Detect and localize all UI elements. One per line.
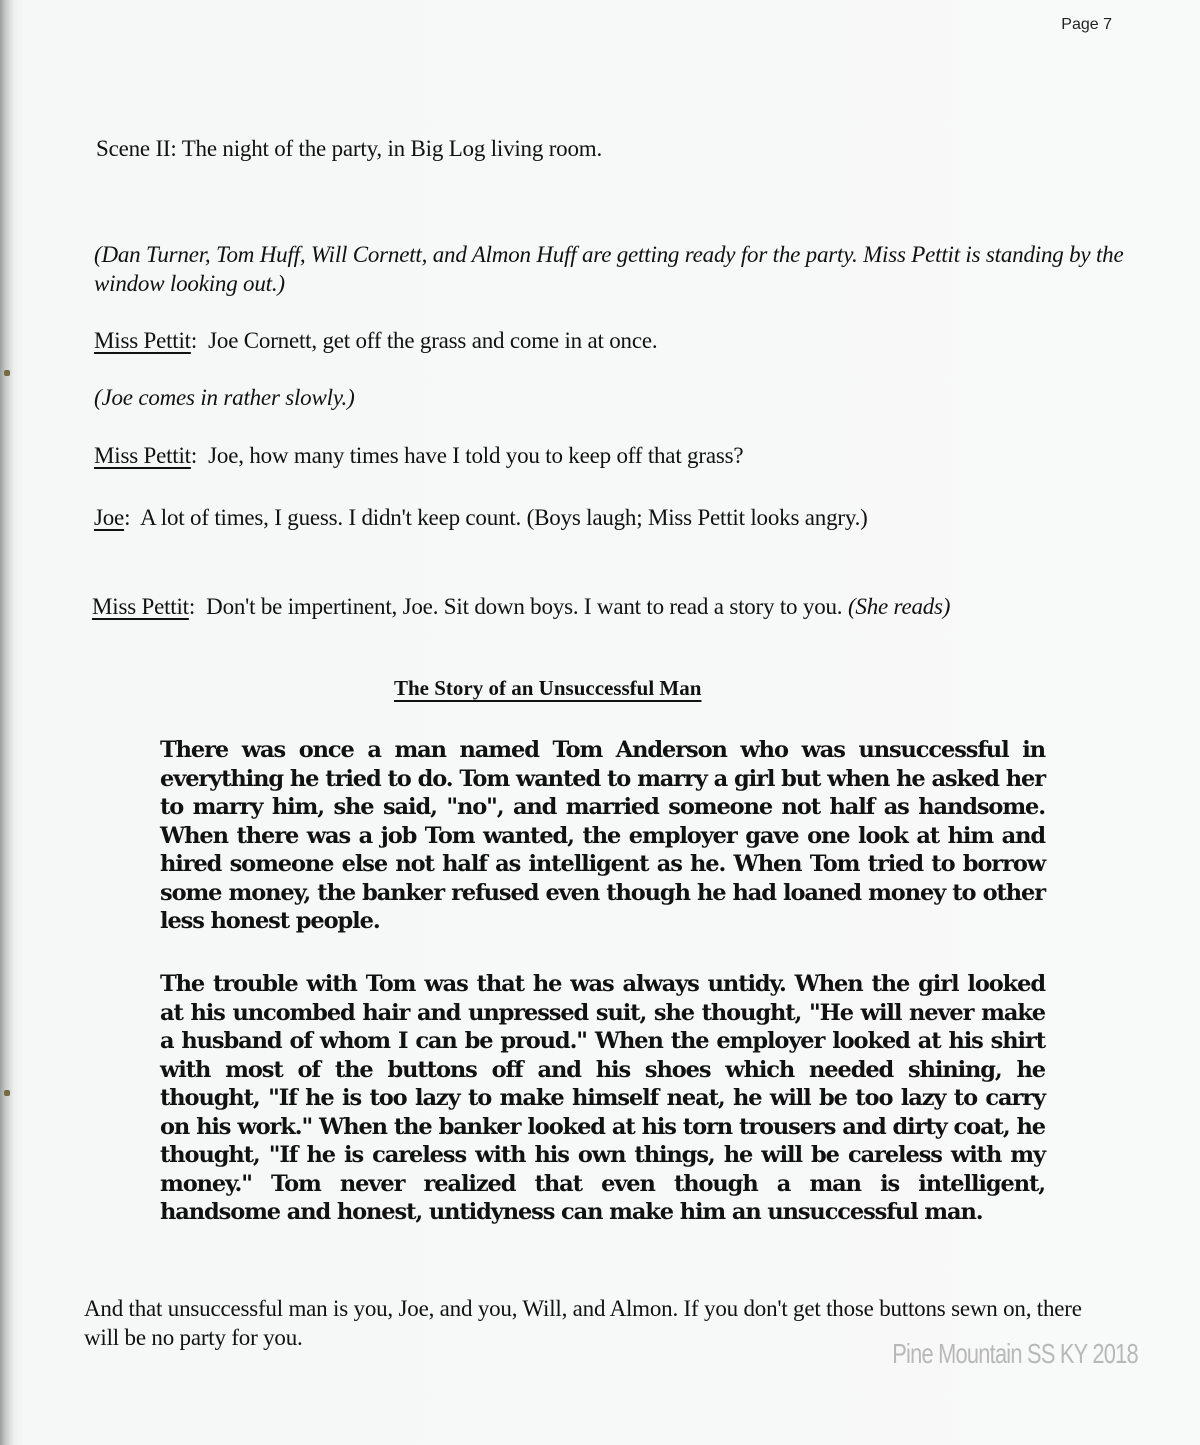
speaker-name: Joe (94, 505, 125, 530)
watermark: Pine Mountain SS KY 2018 (892, 1338, 1138, 1369)
speaker-name: Miss Pettit (92, 594, 189, 619)
binding-staple-mark (4, 1090, 10, 1096)
story-title: The Story of an Unsuccessful Man (394, 676, 702, 700)
scene-heading: Scene II: The night of the party, in Big Log living room. (96, 136, 603, 161)
stage-direction: (Joe comes in rather slowly.) (94, 385, 355, 410)
story-paragraph: There was once a man named Tom Anderson who was unsuccessful in everything he tried to do. Tom wanted to marry a girl but when he asked her to marry him, she said, "no", and married someone not half as handsome. When there was a job Tom wanted, the employer gave one look at him and hired someone else not half as intelligent as he. When Tom tried to borrow some money, the banker refused even though he had loaned money to other less honest people. (160, 737, 1045, 934)
closing-line: And that unsuccessful man is you, Joe, and you, Will, and Almon. If you don't get those buttons sewn on, there will be no party for you. (84, 1296, 1082, 1350)
dialogue-line: Miss Pettit: Joe, how many times have I told you to keep off that grass? (94, 443, 744, 468)
dialogue-line: Miss Pettit: Don't be impertinent, Joe. Sit down boys. I want to read a story to you. (She reads) (92, 594, 951, 619)
stage-aside: (She reads) (847, 594, 951, 619)
dialogue-text: A lot of times, I guess. I didn't keep count. (Boys laugh; Miss Pettit looks angry.) (140, 505, 868, 530)
dialogue-text: Joe, how many times have I told you to keep off that grass? (208, 443, 744, 468)
binding-staple-mark (4, 370, 10, 376)
speaker-name: Miss Pettit (94, 443, 191, 468)
speaker-name: Miss Pettit (94, 328, 191, 353)
dialogue-line: Joe: A lot of times, I guess. I didn't keep count. (Boys laugh; Miss Pettit looks angry.) (94, 505, 868, 530)
page-number: Page 7 (1061, 16, 1112, 33)
story-paragraph: The trouble with Tom was that he was always untidy. When the girl looked at his uncombed hair and unpressed suit, she thought, "He will never make a husband of whom I can be proud." When the employer looked at his shirt with most of the buttons off and his shoes which needed shining, he thought, "If he is too lazy to make himself neat, he will be too lazy to carry on his work." When the banker looked at his torn trousers and dirty coat, he thought, "If he is careless with his own things, he will be careless with my money." Tom never realized that even though a man is intelligent, handsome and honest, untidyness can make him an unsuccessful man. (160, 971, 1045, 1225)
stage-direction: (Dan Turner, Tom Huff, Will Cornett, and Almon Huff are getting ready for the party. Miss Pettit is standing by the window looking out.) (94, 242, 1124, 296)
dialogue-line: Miss Pettit: Joe Cornett, get off the grass and come in at once. (94, 328, 658, 353)
dialogue-text: Don't be impertinent, Joe. Sit down boys. I want to read a story to you. (206, 594, 843, 619)
dialogue-text: Joe Cornett, get off the grass and come in at once. (208, 328, 658, 353)
